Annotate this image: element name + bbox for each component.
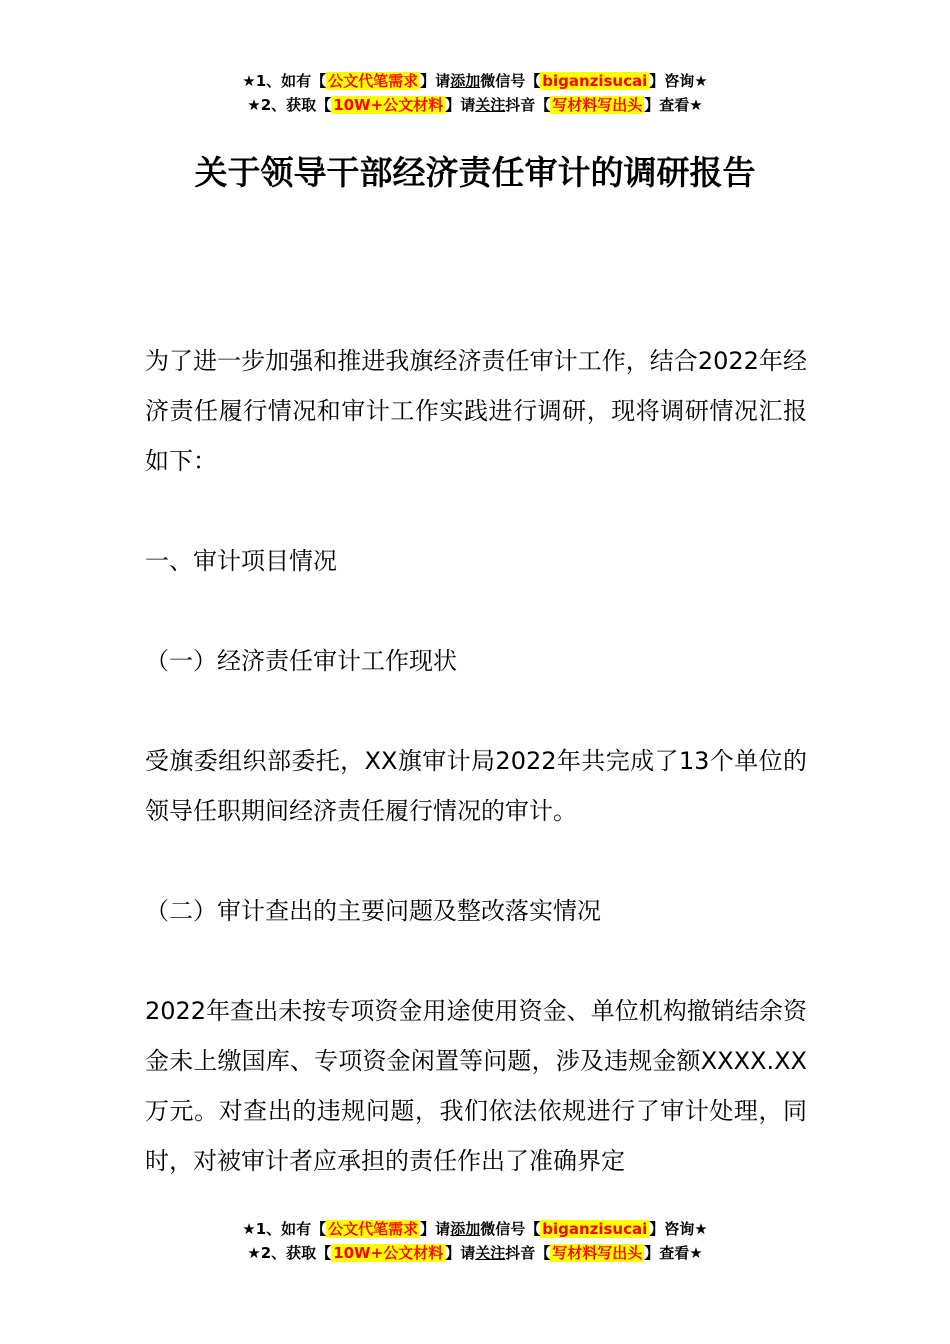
banner-line-1 [0,69,950,93]
banner-text: 】咨询★ [649,72,708,90]
intro-paragraph: 为了进一步加强和推进我旗经济责任审计工作，结合2022年经济责任履行情况和审计工作实践进行调研，现将调研情况汇报如下： [145,347,807,475]
body-paragraph: 2022年查出未按专项资金用途使用资金、单位机构撤销结余资金未上缴国库、专项资金闲置等问题，涉及违规金额XXXX.XX万元。对查出的违规问题，我们依法依规进行了审计处理，同时，对被审计者应承担的责任作出了准确界定 [145,997,807,1175]
banner-highlight: 写材料写出头 [552,1244,643,1262]
banner-text: 】请 [420,72,451,90]
banner-highlight: 10W+公文材料 [333,96,444,114]
banner-text: ★2、获取【 [247,96,332,114]
banner-text: ★1、如有【 [242,1220,327,1238]
subsection-heading: （一）经济责任审计工作现状 [145,647,457,675]
banner-highlight: biganzisucai [542,1220,648,1238]
banner-text: 抖音【 [505,96,551,114]
banner-underlined-text: 添加 [450,72,481,90]
banner-text: 微信号【 [480,1220,541,1238]
banner-highlight: 公文代笔需求 [328,72,419,90]
banner-text: ★2、获取【 [247,1244,332,1262]
banner-text: 抖音【 [505,1244,551,1262]
banner-text: ★1、如有【 [242,72,327,90]
banner-text: 】请 [445,1244,476,1262]
body-paragraph: 受旗委组织部委托，XX旗审计局2022年共完成了13个单位的领导任职期间经济责任履行情况的审计。 [145,747,807,825]
banner-text: 】查看★ [644,96,703,114]
banner-underlined-text: 关注 [475,1244,506,1262]
top-banner [0,69,950,117]
banner-underlined-text: 添加 [450,1220,481,1238]
document-body [145,336,807,1236]
banner-highlight: biganzisucai [542,72,648,90]
banner-highlight: 公文代笔需求 [328,1220,419,1238]
banner-text: 】请 [445,96,476,114]
document-title: 关于领导干部经济责任审计的调研报告 [194,153,756,192]
banner-underlined-text: 关注 [475,96,506,114]
subsection-heading: （二）审计查出的主要问题及整改落实情况 [145,897,601,925]
banner-text: 微信号【 [480,72,541,90]
banner-text: 】查看★ [644,1244,703,1262]
section-heading: 一、审计项目情况 [145,547,337,575]
banner-line-1 [0,1217,950,1241]
banner-highlight: 10W+公文材料 [333,1244,444,1262]
bottom-banner [0,1217,950,1265]
banner-text: 】请 [420,1220,451,1238]
banner-line-2 [0,93,950,117]
banner-text: 】咨询★ [649,1220,708,1238]
banner-highlight: 写材料写出头 [552,96,643,114]
banner-line-2 [0,1241,950,1265]
